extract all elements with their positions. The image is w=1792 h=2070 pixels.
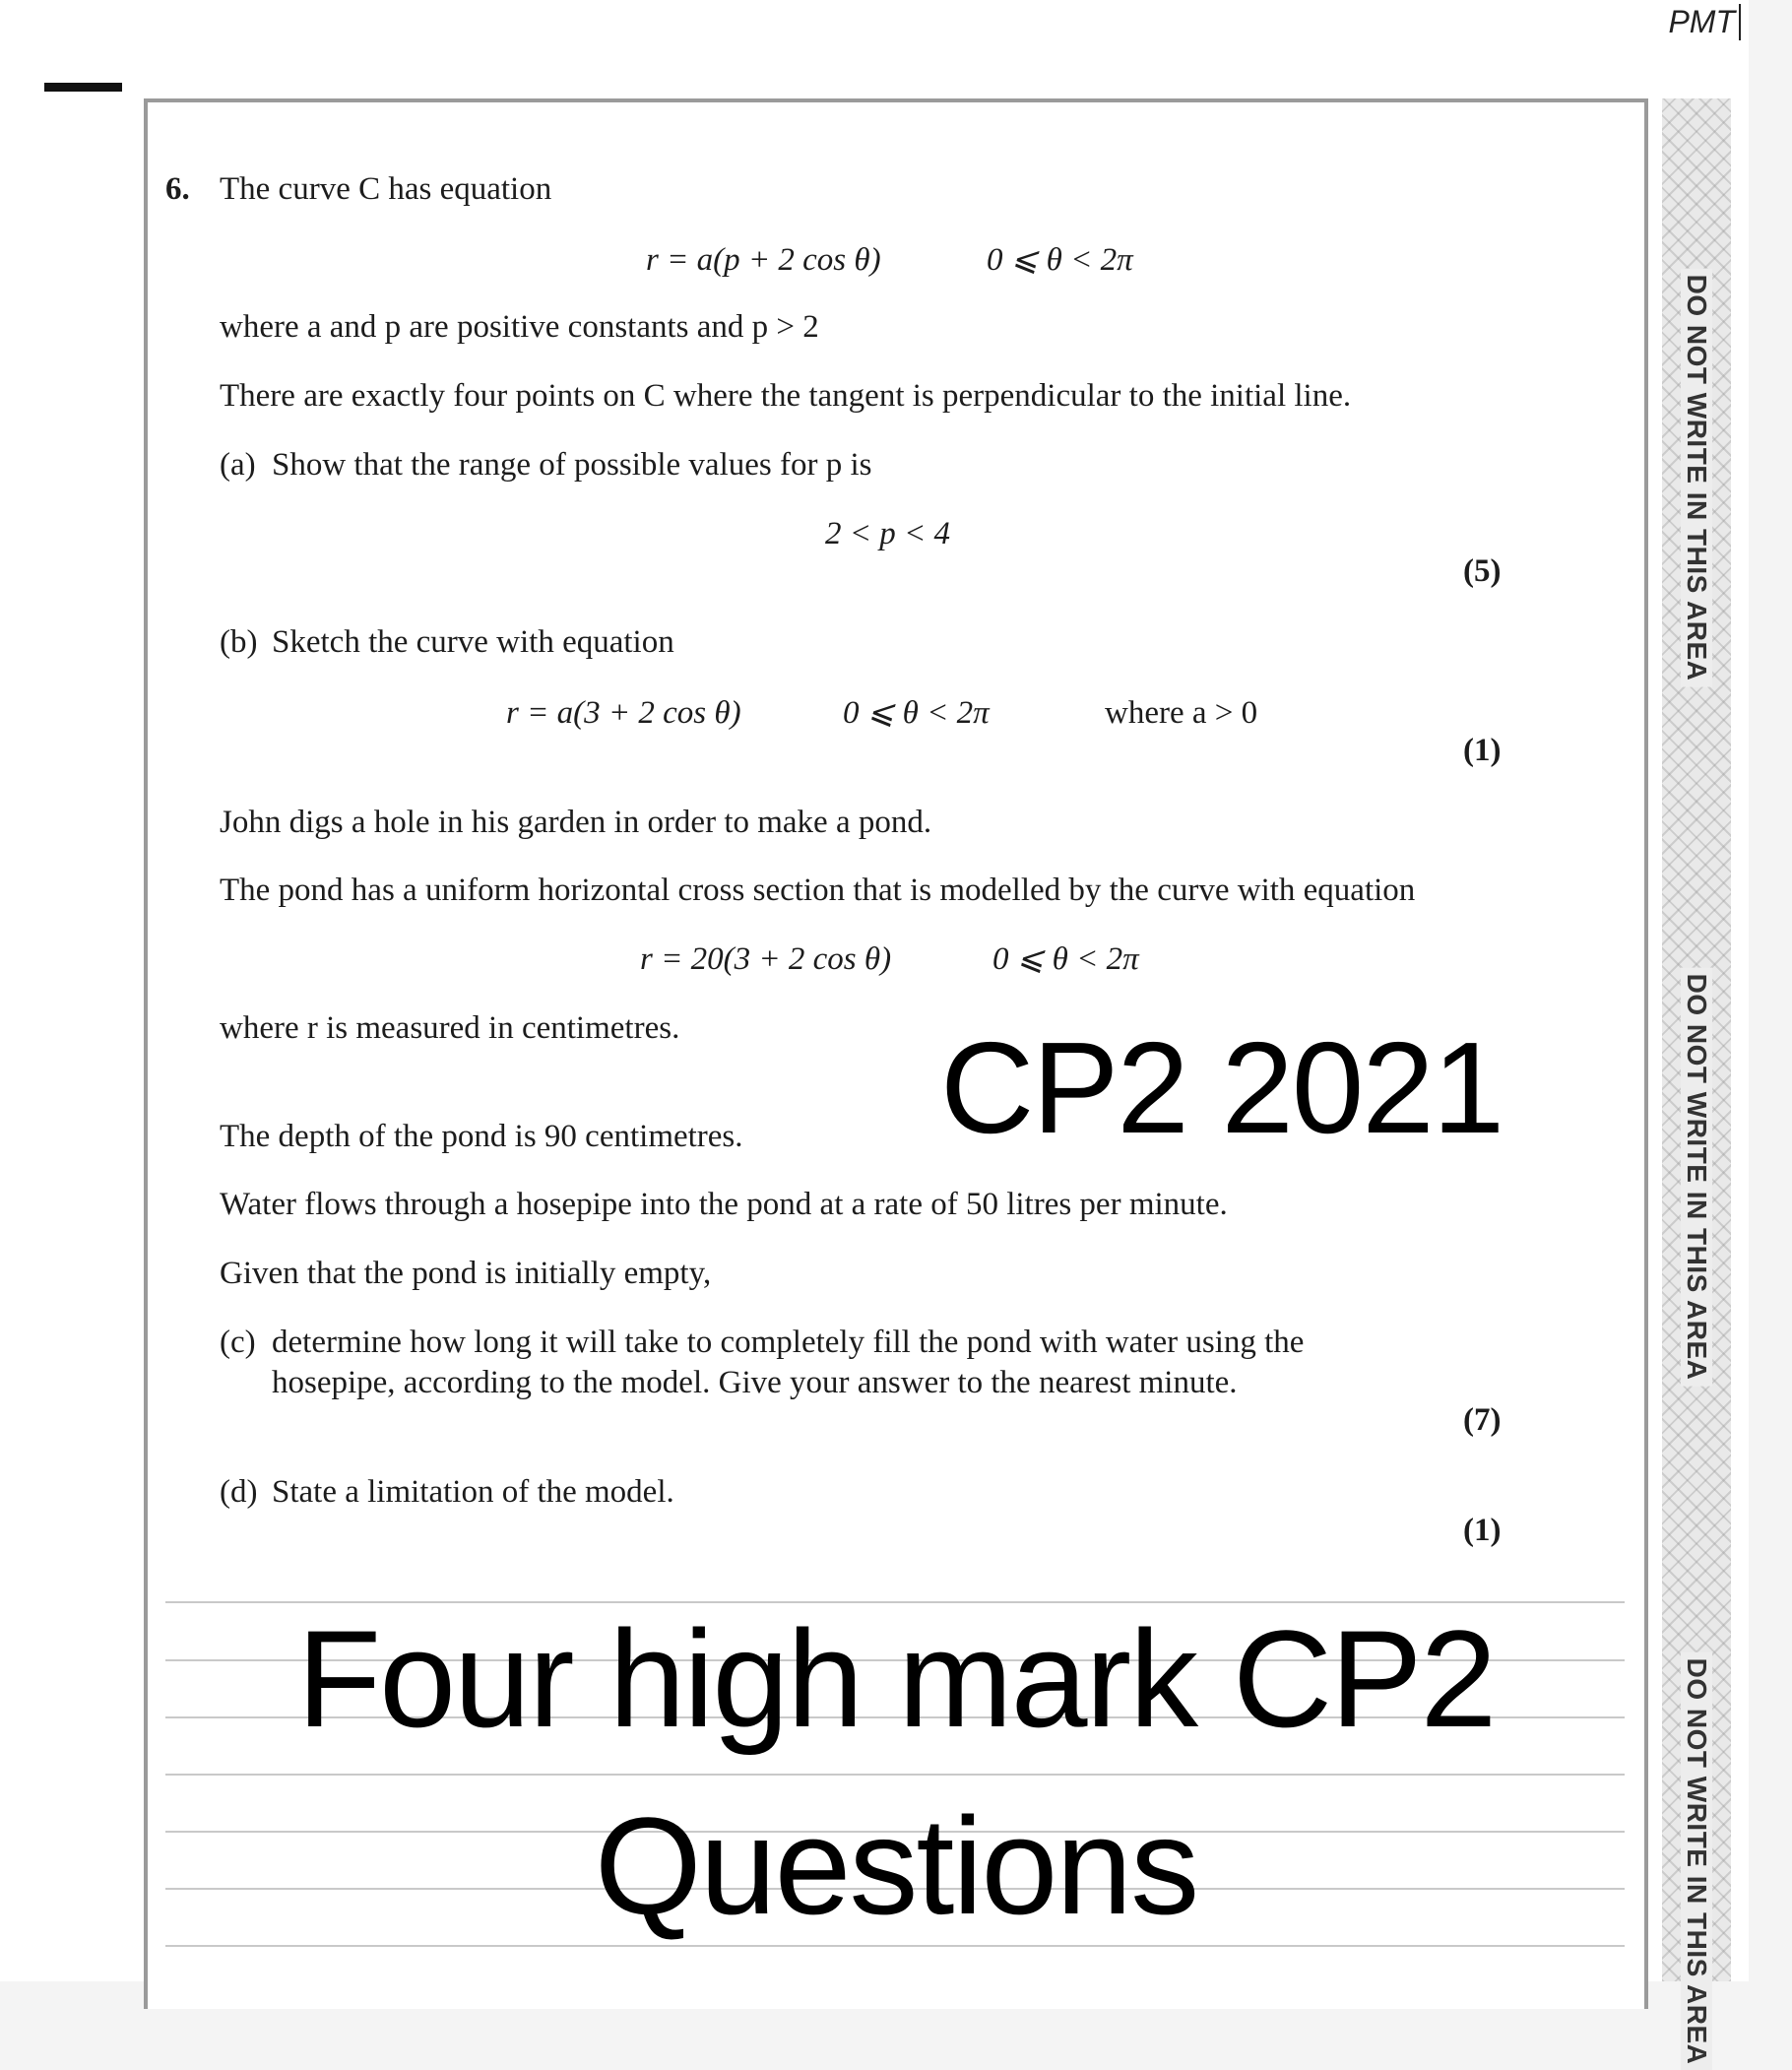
part-d-marks: (1) [1463, 1513, 1502, 1548]
equation-general-range: 0 ⩽ θ < 2π [987, 242, 1133, 278]
part-d-label: (d) [220, 1474, 258, 1510]
overlay-headline-line1: Four high mark CP2 [296, 1601, 1496, 1756]
margin-warning-1: DO NOT WRITE IN THIS AREA [1681, 269, 1712, 687]
part-b-marks: (1) [1463, 733, 1502, 768]
part-c-line2: hosepipe, according to the model. Give your answer to the nearest minute. [272, 1365, 1238, 1400]
answer-line [165, 1774, 1625, 1776]
part-b-text: Sketch the curve with equation [272, 624, 674, 660]
pmt-header-label: PMT [1668, 4, 1741, 40]
units-statement: where r is measured in centimetres. [220, 1010, 680, 1046]
four-points-statement: There are exactly four points on C where the tangent is perpendicular to the initial line. [220, 378, 1352, 414]
margin-warning-3: DO NOT WRITE IN THIS AREA [1681, 1652, 1712, 2070]
part-c-marks: (7) [1463, 1402, 1502, 1438]
part-c-label: (c) [220, 1325, 256, 1360]
part-a-marks: (5) [1463, 553, 1502, 589]
constants-statement: where a and p are positive constants and p > 2 [220, 309, 819, 345]
pond-equation: r = 20(3 + 2 cos θ) [640, 941, 892, 977]
equation-general: r = a(p + 2 cos θ) [646, 242, 881, 278]
part-c-line1: determine how long it will take to completely fill the pond with water using the [272, 1325, 1305, 1360]
margin-warning-2: DO NOT WRITE IN THIS AREA [1681, 968, 1712, 1387]
part-b-label: (b) [220, 624, 258, 660]
depth-statement: The depth of the pond is 90 centimetres. [220, 1119, 743, 1154]
part-b-range: 0 ⩽ θ < 2π [843, 695, 990, 731]
part-b-where: where a > 0 [1105, 695, 1258, 731]
part-a-result: 2 < p < 4 [825, 516, 951, 551]
pond-section-statement: The pond has a uniform horizontal cross section that is modelled by the curve with equation [220, 873, 1416, 908]
question-number: 6. [165, 171, 190, 207]
part-d-text: State a limitation of the model. [272, 1474, 674, 1510]
part-b-equation: r = a(3 + 2 cos θ) [506, 695, 741, 731]
question-intro: The curve C has equation [220, 171, 552, 207]
corner-registration-mark [44, 83, 122, 92]
given-statement: Given that the pond is initially empty, [220, 1256, 712, 1291]
answer-line [165, 1945, 1625, 1947]
overlay-headline-line2: Questions [594, 1788, 1198, 1943]
overlay-tag: CP2 2021 [940, 1015, 1504, 1160]
part-a-label: (a) [220, 447, 256, 483]
john-statement: John digs a hole in his garden in order to make a pond. [220, 805, 932, 840]
pond-equation-range: 0 ⩽ θ < 2π [992, 941, 1139, 977]
flow-statement: Water flows through a hosepipe into the pond at a rate of 50 litres per minute. [220, 1187, 1228, 1222]
part-a-text: Show that the range of possible values for p is [272, 447, 872, 483]
